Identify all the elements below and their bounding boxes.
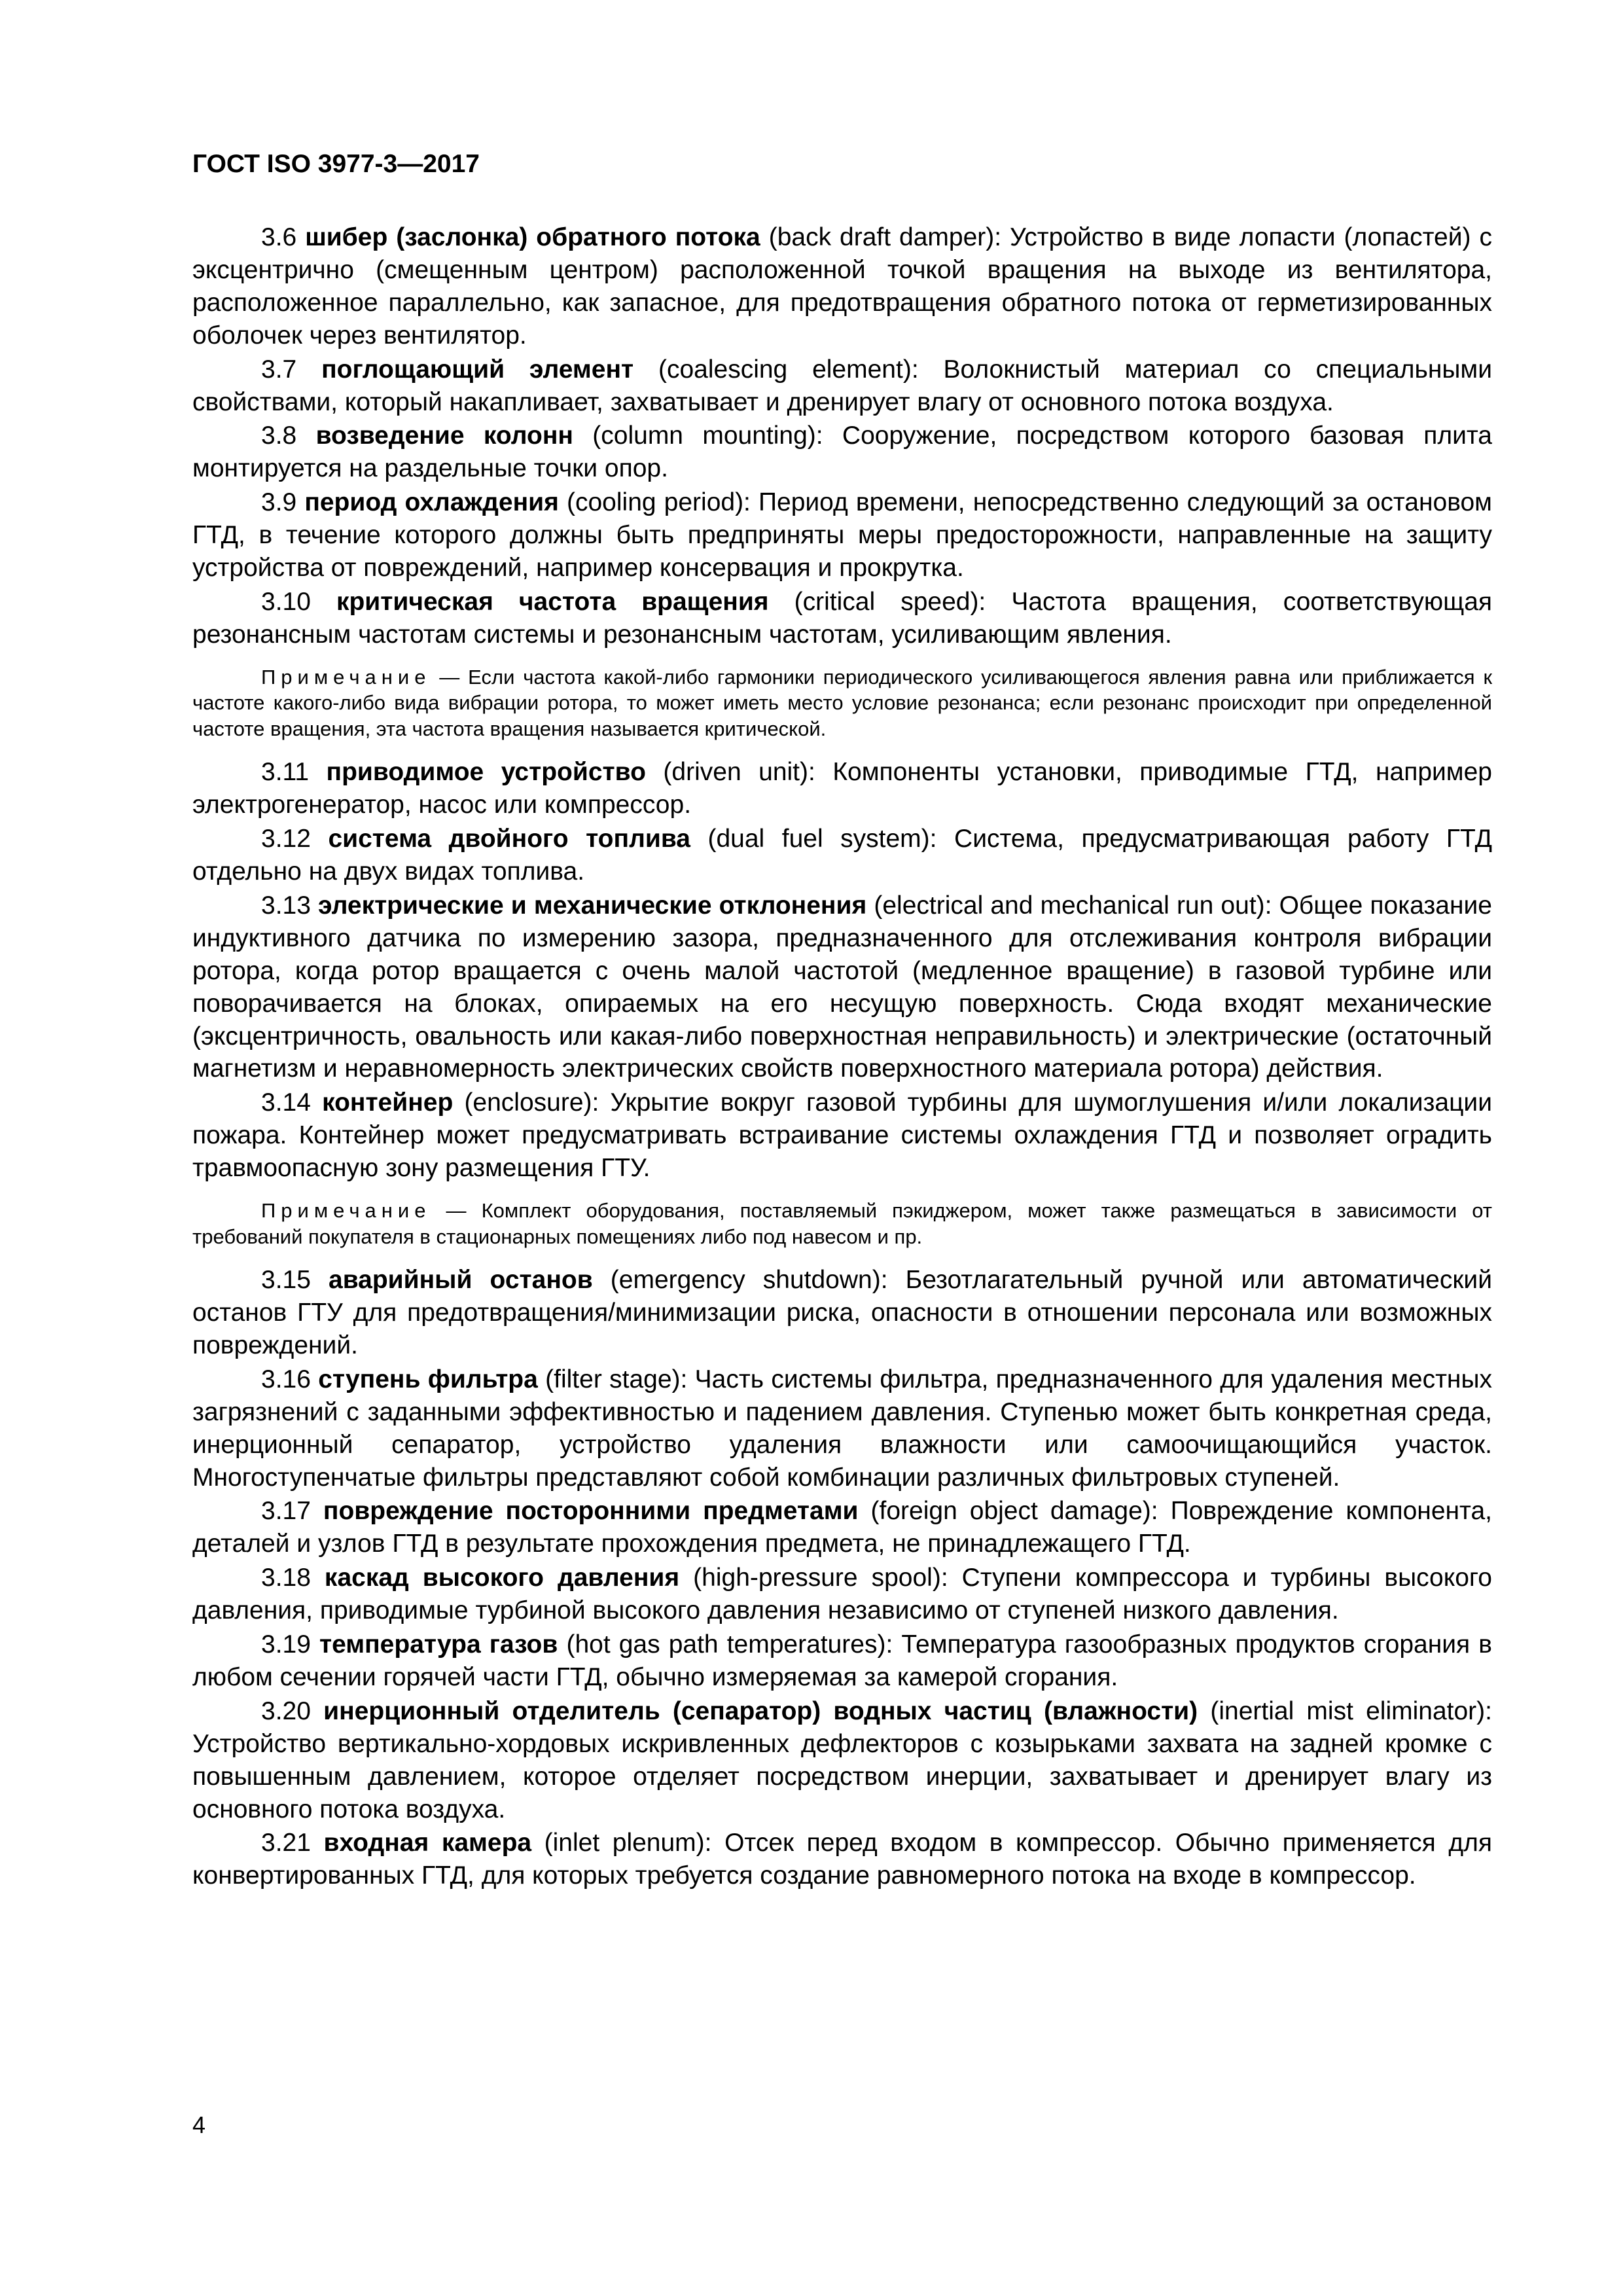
entry-definition: (emergency shutdown): Безотлагательный ручной или автоматический останов ГТУ для предотвращения/минимизации риска, опасности в отношении персонала или возможных повреждений. [192, 1266, 1492, 1359]
entry-number: 3.16 [261, 1365, 311, 1393]
entry-number: 3.19 [261, 1630, 311, 1659]
note-dash: — [446, 1199, 467, 1223]
entry-number: 3.21 [261, 1829, 311, 1857]
entry-definition: (hot gas path temperatures): Температура газообразных продуктов сгорания в любом сечении горячей части ГТД, обычно измеряемая за камерой сгорания. [192, 1630, 1492, 1691]
entry-term: аварийный останов [329, 1266, 593, 1295]
entry-number: 3.8 [261, 422, 297, 450]
entry-number: 3.18 [261, 1564, 311, 1592]
entry-term: возведение колонн [315, 422, 573, 450]
entry-number: 3.13 [261, 891, 311, 920]
entry-definition: (inertial mist eliminator): Устройство вертикально-хордовых искривленных дефлекторов с козырьками захвата на задней кромке с повышенным давлением, которое отделяет посредством инерции, захватывает и дренирует влагу из основного потока воздуха. [192, 1696, 1492, 1823]
entry-term: каскад высокого давления [324, 1564, 680, 1592]
note-text: Если частота какой-либо гармоники периодического усиливающегося явления равна или приближается к частоте какого-либо вида вибрации ротора, то может иметь место условие резонанса; если резонанс происходит при определенной частоте вращения, эта частота вращения называется критической. [192, 665, 1493, 740]
entry-term: инерционный отделитель (сепаратор) водных частиц (влажности) [323, 1696, 1198, 1725]
note-label: Примечание [261, 1199, 431, 1223]
entry-term: поглощающий элемент [321, 355, 634, 384]
entry-definition: (high-pressure spool): Ступени компрессора и турбины высокого давления, приводимые турбиной высокого давления независимо от ступеней низкого давления. [192, 1564, 1492, 1625]
term-entry [192, 221, 1492, 352]
term-entry [192, 1495, 1492, 1560]
entry-term: приводимое устройство [326, 758, 646, 787]
entry-term: система двойного топлива [328, 825, 690, 853]
entry-term: температура газов [319, 1630, 558, 1659]
entry-term: электрические и механические отклонения [318, 891, 867, 920]
entry-number: 3.11 [261, 758, 310, 787]
entry-term: критическая частота вращения [336, 587, 769, 616]
entry-number: 3.7 [261, 355, 297, 384]
term-entry [192, 756, 1492, 821]
entry-number: 3.6 [261, 223, 297, 251]
note [192, 1198, 1492, 1249]
term-entry [192, 823, 1492, 888]
note-label: Примечание [261, 665, 431, 689]
document-header: ГОСТ ISO 3977-3—2017 [192, 150, 480, 178]
entry-definition: (back draft damper): Устройство в виде лопасти (лопастей) с эксцентрично (смещенным центром) расположенной точкой вращения на выходе из вентилятора, расположенное параллельно, как запасное, для предотвращения обратного потока от герметизированных оболочек через вентилятор. [192, 223, 1492, 350]
term-entry [192, 486, 1492, 584]
entry-number: 3.15 [261, 1266, 311, 1295]
entry-definition: (filter stage): Часть системы фильтра, предназначенного для удаления местных загрязнений с заданными эффективностью и падением давления. Ступенью может быть конкретная среда, инерционный сепаратор, устройство удаления влажности или самоочищающийся участок. Многоступенчатые фильтры представляют собой комбинации различных фильтровых ступеней. [192, 1365, 1492, 1492]
entry-definition: (cooling period): Период времени, непосредственно следующий за остановом ГТД, в течение которого должны быть предприняты меры предосторожности, направленные на защиту устройства от повреждений, например консервация и прокрутка. [192, 488, 1492, 583]
entry-definition: (column mounting): Сооружение, посредством которого базовая плита монтируется на раздельные точки опор. [192, 422, 1492, 483]
entry-number: 3.10 [261, 587, 311, 616]
term-entry [192, 1086, 1492, 1185]
term-entry [192, 1695, 1492, 1826]
term-entry [192, 889, 1492, 1085]
term-entry [192, 1827, 1492, 1892]
term-entry [192, 586, 1492, 651]
term-entry [192, 1363, 1492, 1494]
entry-number: 3.9 [261, 488, 297, 517]
entry-definition: (foreign object damage): Повреждение компонента, деталей и узлов ГТД в результате прохождения предмета, не принадлежащего ГТД. [192, 1497, 1493, 1558]
entry-definition: (coalescing element): Волокнистый материал со специальными свойствами, который накапливает, захватывает и дренирует влагу от основного потока воздуха. [192, 355, 1493, 416]
entry-number: 3.12 [261, 825, 311, 853]
entry-definition: (driven unit): Компоненты установки, приводимые ГТД, например электрогенератор, насос или компрессор. [192, 758, 1492, 819]
entry-term: ступень фильтра [318, 1365, 538, 1393]
entry-definition: (inlet plenum): Отсек перед входом в компрессор. Обычно применяется для конвертированных ГТД, для которых требуется создание равномерного потока на входе в компрессор. [192, 1829, 1492, 1890]
entry-term: контейнер [322, 1088, 454, 1117]
entry-definition: (enclosure): Укрытие вокруг газовой турбины для шумоглушения и/или локализации пожара. Контейнер может предусматривать встраивание системы охлаждения ГТД и позволяет оградить травмоопасную зону размещения ГТУ. [192, 1088, 1492, 1183]
entry-term: входная камера [323, 1829, 532, 1857]
entry-definition: (critical speed): Частота вращения, соответствующая резонансным частотам системы и резонансным частотам, усиливающим явления. [192, 587, 1492, 649]
term-entry [192, 1264, 1492, 1362]
note-text: Комплект оборудования, поставляемый пэкиджером, может также размещаться в зависимости от требований покупателя в стационарных помещениях либо под навесом и пр. [192, 1199, 1492, 1248]
entry-definition: (electrical and mechanical run out): Общее показание индуктивного датчика по измерению зазора, предназначенного для отслеживания контроля вибрации ротора, когда ротор вращается с очень малой частотой (медленное вращение) в газовой турбине или поворачивается на блоках, опираемых на его несущую поверхность. Сюда входят механические (эксцентричность, овальность или какая-либо поверхностная неправильность) и электрические (остаточный магнетизм и неравномерность электрических свойств поверхностного материала ротора) действия. [192, 891, 1492, 1083]
term-entry [192, 1562, 1492, 1627]
entry-term: период охлаждения [304, 488, 559, 517]
entry-number: 3.17 [261, 1497, 311, 1526]
entry-term: шибер (заслонка) обратного потока [305, 223, 760, 251]
note [192, 664, 1492, 742]
document-body [192, 221, 1492, 1893]
entry-number: 3.20 [261, 1696, 311, 1725]
entry-definition: (dual fuel system): Система, предусматривающая работу ГТД отдельно на двух видах топлива. [192, 825, 1492, 886]
entry-term: повреждение посторонними предметами [323, 1497, 859, 1526]
entry-number: 3.14 [261, 1088, 311, 1117]
term-entry [192, 353, 1492, 419]
page-number: 4 [192, 2111, 206, 2138]
term-entry [192, 1628, 1492, 1694]
term-entry [192, 420, 1492, 485]
note-dash: — [439, 665, 460, 689]
